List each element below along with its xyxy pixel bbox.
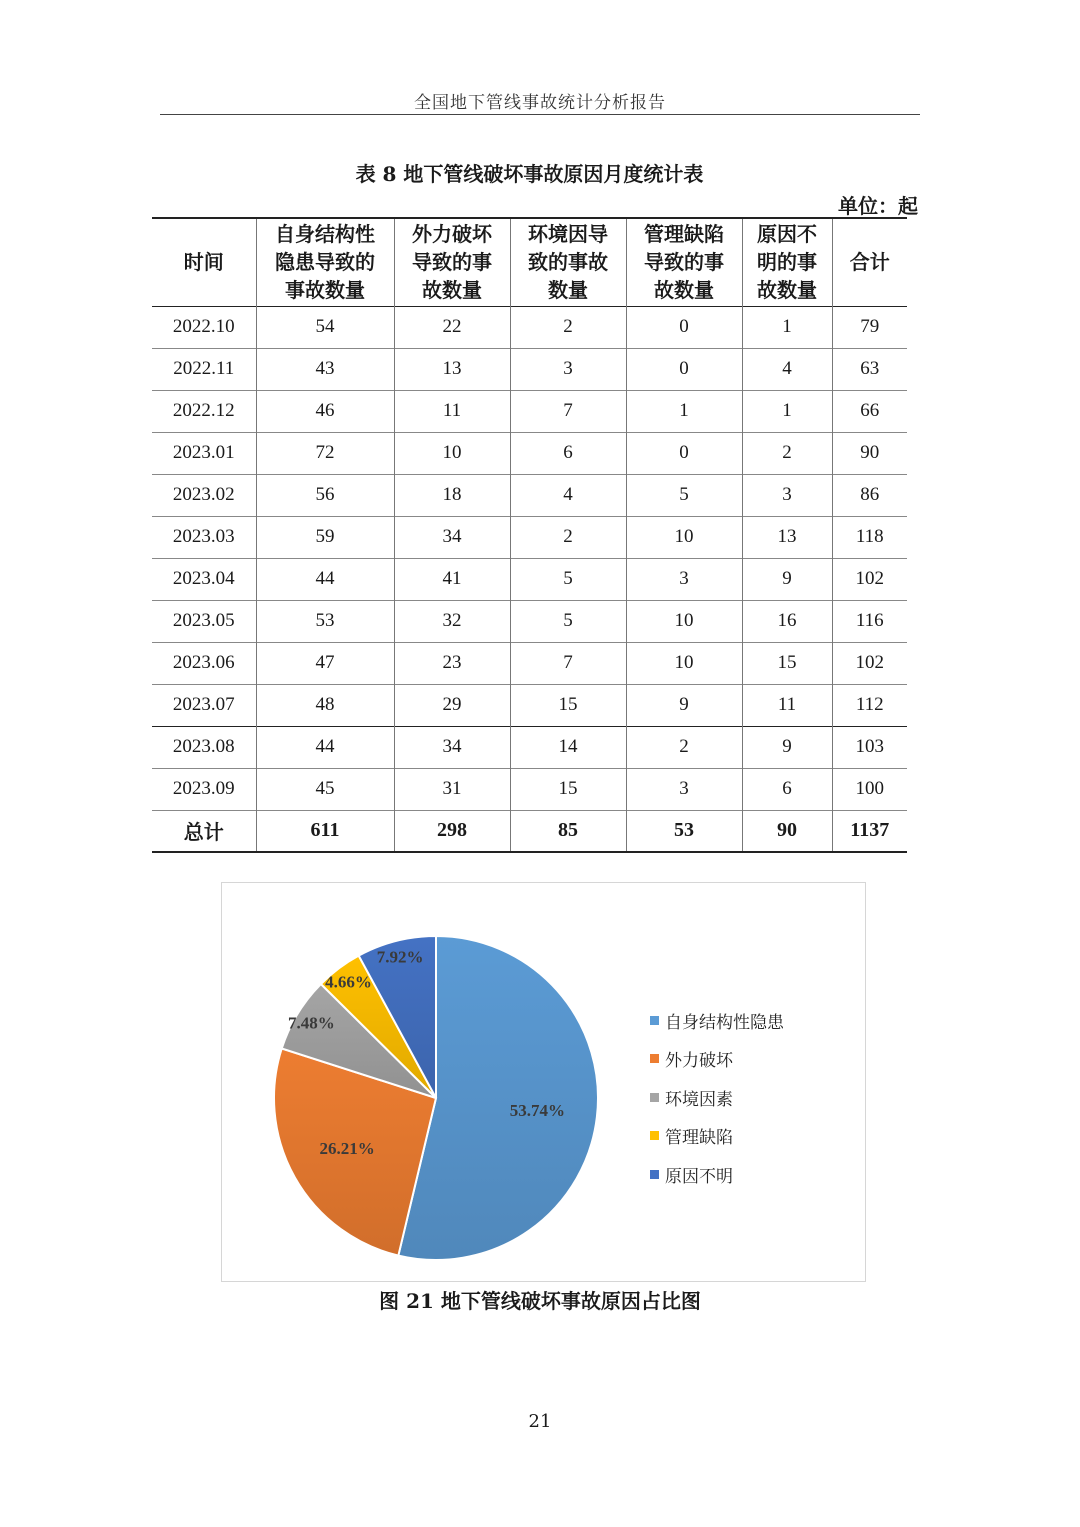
column-header-line: 数量 bbox=[548, 278, 588, 303]
header-rule bbox=[160, 114, 920, 115]
count-cell: 11 bbox=[394, 390, 510, 432]
count-cell: 54 bbox=[256, 306, 394, 348]
legend-swatch bbox=[650, 1054, 659, 1063]
count-cell: 9 bbox=[626, 684, 742, 726]
legend-label: 外力破坏 bbox=[665, 1051, 733, 1072]
count-cell: 44 bbox=[256, 558, 394, 600]
count-cell: 5 bbox=[510, 600, 626, 642]
table-title: 表 8 地下管线破坏事故原因月度统计表 bbox=[355, 162, 704, 186]
legend-label: 环境因素 bbox=[665, 1089, 733, 1110]
count-cell: 5 bbox=[626, 474, 742, 516]
legend-item bbox=[650, 1078, 784, 1117]
total-cell: 85 bbox=[510, 810, 626, 852]
count-cell: 45 bbox=[256, 768, 394, 810]
count-cell: 2 bbox=[742, 432, 832, 474]
column-header-line: 故数量 bbox=[654, 278, 714, 303]
slice-percent-label: 7.92% bbox=[376, 947, 424, 967]
count-cell: 5 bbox=[510, 558, 626, 600]
month-cell: 2022.11 bbox=[152, 348, 256, 390]
column-header-line: 事故数量 bbox=[285, 278, 365, 303]
count-cell: 2 bbox=[626, 726, 742, 768]
column-header-line: 致的事故 bbox=[528, 250, 608, 275]
column-header-line: 外力破坏 bbox=[412, 222, 492, 247]
count-cell: 10 bbox=[626, 516, 742, 558]
count-cell: 31 bbox=[394, 768, 510, 810]
count-cell: 16 bbox=[742, 600, 832, 642]
count-cell: 44 bbox=[256, 726, 394, 768]
legend-item bbox=[650, 1001, 784, 1040]
legend-label: 自身结构性隐患 bbox=[665, 1012, 784, 1033]
count-cell: 7 bbox=[510, 642, 626, 684]
figure-caption: 图 21 地下管线破坏事故原因占比图 bbox=[379, 1289, 701, 1313]
table-row bbox=[152, 390, 907, 432]
count-cell: 3 bbox=[742, 474, 832, 516]
column-header bbox=[832, 218, 907, 306]
count-cell: 9 bbox=[742, 726, 832, 768]
count-cell: 1 bbox=[742, 390, 832, 432]
count-cell: 102 bbox=[832, 558, 907, 600]
month-cell: 2023.03 bbox=[152, 516, 256, 558]
legend-swatch bbox=[650, 1170, 659, 1179]
column-header bbox=[742, 218, 832, 306]
month-cell: 2023.06 bbox=[152, 642, 256, 684]
count-cell: 1 bbox=[742, 306, 832, 348]
count-cell: 90 bbox=[832, 432, 907, 474]
column-header bbox=[256, 218, 394, 306]
total-cell: 611 bbox=[256, 810, 394, 852]
column-header-line: 管理缺陷 bbox=[644, 222, 724, 247]
table-row bbox=[152, 558, 907, 600]
column-header-line: 故数量 bbox=[757, 278, 817, 303]
count-cell: 112 bbox=[832, 684, 907, 726]
count-cell: 10 bbox=[626, 600, 742, 642]
column-header bbox=[152, 218, 256, 306]
month-cell: 2023.05 bbox=[152, 600, 256, 642]
count-cell: 43 bbox=[256, 348, 394, 390]
total-cell: 298 bbox=[394, 810, 510, 852]
count-cell: 23 bbox=[394, 642, 510, 684]
count-cell: 6 bbox=[742, 768, 832, 810]
table-footer bbox=[152, 810, 907, 852]
month-cell: 2023.01 bbox=[152, 432, 256, 474]
table-row bbox=[152, 306, 907, 348]
total-cell: 53 bbox=[626, 810, 742, 852]
month-cell: 2023.04 bbox=[152, 558, 256, 600]
count-cell: 6 bbox=[510, 432, 626, 474]
legend-item bbox=[650, 1117, 784, 1156]
count-cell: 56 bbox=[256, 474, 394, 516]
count-cell: 2 bbox=[510, 306, 626, 348]
month-cell: 2023.09 bbox=[152, 768, 256, 810]
count-cell: 100 bbox=[832, 768, 907, 810]
slice-percent-label: 53.74% bbox=[509, 1100, 565, 1120]
total-label-cell: 总计 bbox=[152, 810, 256, 852]
count-cell: 103 bbox=[832, 726, 907, 768]
total-row bbox=[152, 810, 907, 852]
table-row bbox=[152, 768, 907, 810]
statistics-table bbox=[152, 217, 907, 853]
column-header-line: 导致的事 bbox=[644, 250, 724, 275]
count-cell: 15 bbox=[742, 642, 832, 684]
count-cell: 47 bbox=[256, 642, 394, 684]
count-cell: 14 bbox=[510, 726, 626, 768]
count-cell: 10 bbox=[394, 432, 510, 474]
count-cell: 86 bbox=[832, 474, 907, 516]
count-cell: 13 bbox=[394, 348, 510, 390]
count-cell: 15 bbox=[510, 768, 626, 810]
count-cell: 63 bbox=[832, 348, 907, 390]
column-header-line: 原因不 bbox=[757, 222, 817, 247]
count-cell: 7 bbox=[510, 390, 626, 432]
table-row bbox=[152, 726, 907, 768]
count-cell: 2 bbox=[510, 516, 626, 558]
column-header-line: 隐患导致的 bbox=[275, 250, 375, 275]
month-cell: 2022.12 bbox=[152, 390, 256, 432]
running-header: 全国地下管线事故统计分析报告 bbox=[414, 93, 666, 113]
count-cell: 0 bbox=[626, 348, 742, 390]
header-row bbox=[152, 218, 907, 306]
table-row bbox=[152, 684, 907, 726]
count-cell: 1 bbox=[626, 390, 742, 432]
count-cell: 3 bbox=[626, 768, 742, 810]
count-cell: 46 bbox=[256, 390, 394, 432]
count-cell: 18 bbox=[394, 474, 510, 516]
unit-label: 单位：起 bbox=[838, 194, 918, 218]
count-cell: 13 bbox=[742, 516, 832, 558]
table-row bbox=[152, 600, 907, 642]
count-cell: 0 bbox=[626, 432, 742, 474]
count-cell: 79 bbox=[832, 306, 907, 348]
table-row bbox=[152, 432, 907, 474]
count-cell: 118 bbox=[832, 516, 907, 558]
count-cell: 4 bbox=[742, 348, 832, 390]
month-cell: 2023.08 bbox=[152, 726, 256, 768]
table-row bbox=[152, 348, 907, 390]
table-body bbox=[152, 306, 907, 810]
legend-swatch bbox=[650, 1131, 659, 1140]
count-cell: 48 bbox=[256, 684, 394, 726]
column-header-line: 自身结构性 bbox=[275, 222, 375, 247]
legend-label: 原因不明 bbox=[665, 1166, 733, 1187]
count-cell: 29 bbox=[394, 684, 510, 726]
column-header-line: 时间 bbox=[183, 250, 224, 275]
table-row bbox=[152, 474, 907, 516]
count-cell: 116 bbox=[832, 600, 907, 642]
count-cell: 53 bbox=[256, 600, 394, 642]
count-cell: 0 bbox=[626, 306, 742, 348]
table-row bbox=[152, 642, 907, 684]
count-cell: 41 bbox=[394, 558, 510, 600]
month-cell: 2023.07 bbox=[152, 684, 256, 726]
legend-item bbox=[650, 1155, 784, 1194]
count-cell: 34 bbox=[394, 726, 510, 768]
count-cell: 10 bbox=[626, 642, 742, 684]
month-cell: 2023.02 bbox=[152, 474, 256, 516]
count-cell: 59 bbox=[256, 516, 394, 558]
chart-legend bbox=[650, 1001, 784, 1194]
column-header bbox=[510, 218, 626, 306]
count-cell: 72 bbox=[256, 432, 394, 474]
month-cell: 2022.10 bbox=[152, 306, 256, 348]
slice-percent-label: 26.21% bbox=[319, 1139, 375, 1159]
count-cell: 3 bbox=[626, 558, 742, 600]
count-cell: 3 bbox=[510, 348, 626, 390]
legend-label: 管理缺陷 bbox=[665, 1128, 733, 1149]
count-cell: 34 bbox=[394, 516, 510, 558]
page-number: 21 bbox=[528, 1411, 552, 1432]
count-cell: 32 bbox=[394, 600, 510, 642]
table-row bbox=[152, 516, 907, 558]
column-header-line: 故数量 bbox=[422, 278, 482, 303]
pie-chart-frame bbox=[221, 882, 866, 1282]
count-cell: 9 bbox=[742, 558, 832, 600]
slice-percent-label: 4.66% bbox=[325, 972, 372, 992]
count-cell: 102 bbox=[832, 642, 907, 684]
legend-swatch bbox=[650, 1093, 659, 1102]
column-header-line: 导致的事 bbox=[412, 250, 492, 275]
count-cell: 66 bbox=[832, 390, 907, 432]
table-header bbox=[152, 218, 907, 306]
legend-swatch bbox=[650, 1016, 659, 1025]
total-cell: 1137 bbox=[832, 810, 907, 852]
column-header-line: 明的事 bbox=[757, 250, 817, 275]
column-header-line: 合计 bbox=[849, 250, 890, 275]
count-cell: 22 bbox=[394, 306, 510, 348]
column-header-line: 环境因导 bbox=[528, 222, 608, 247]
column-header bbox=[626, 218, 742, 306]
total-cell: 90 bbox=[742, 810, 832, 852]
count-cell: 11 bbox=[742, 684, 832, 726]
slice-percent-label: 7.48% bbox=[287, 1013, 335, 1033]
legend-item bbox=[650, 1040, 784, 1079]
count-cell: 15 bbox=[510, 684, 626, 726]
count-cell: 4 bbox=[510, 474, 626, 516]
column-header bbox=[394, 218, 510, 306]
